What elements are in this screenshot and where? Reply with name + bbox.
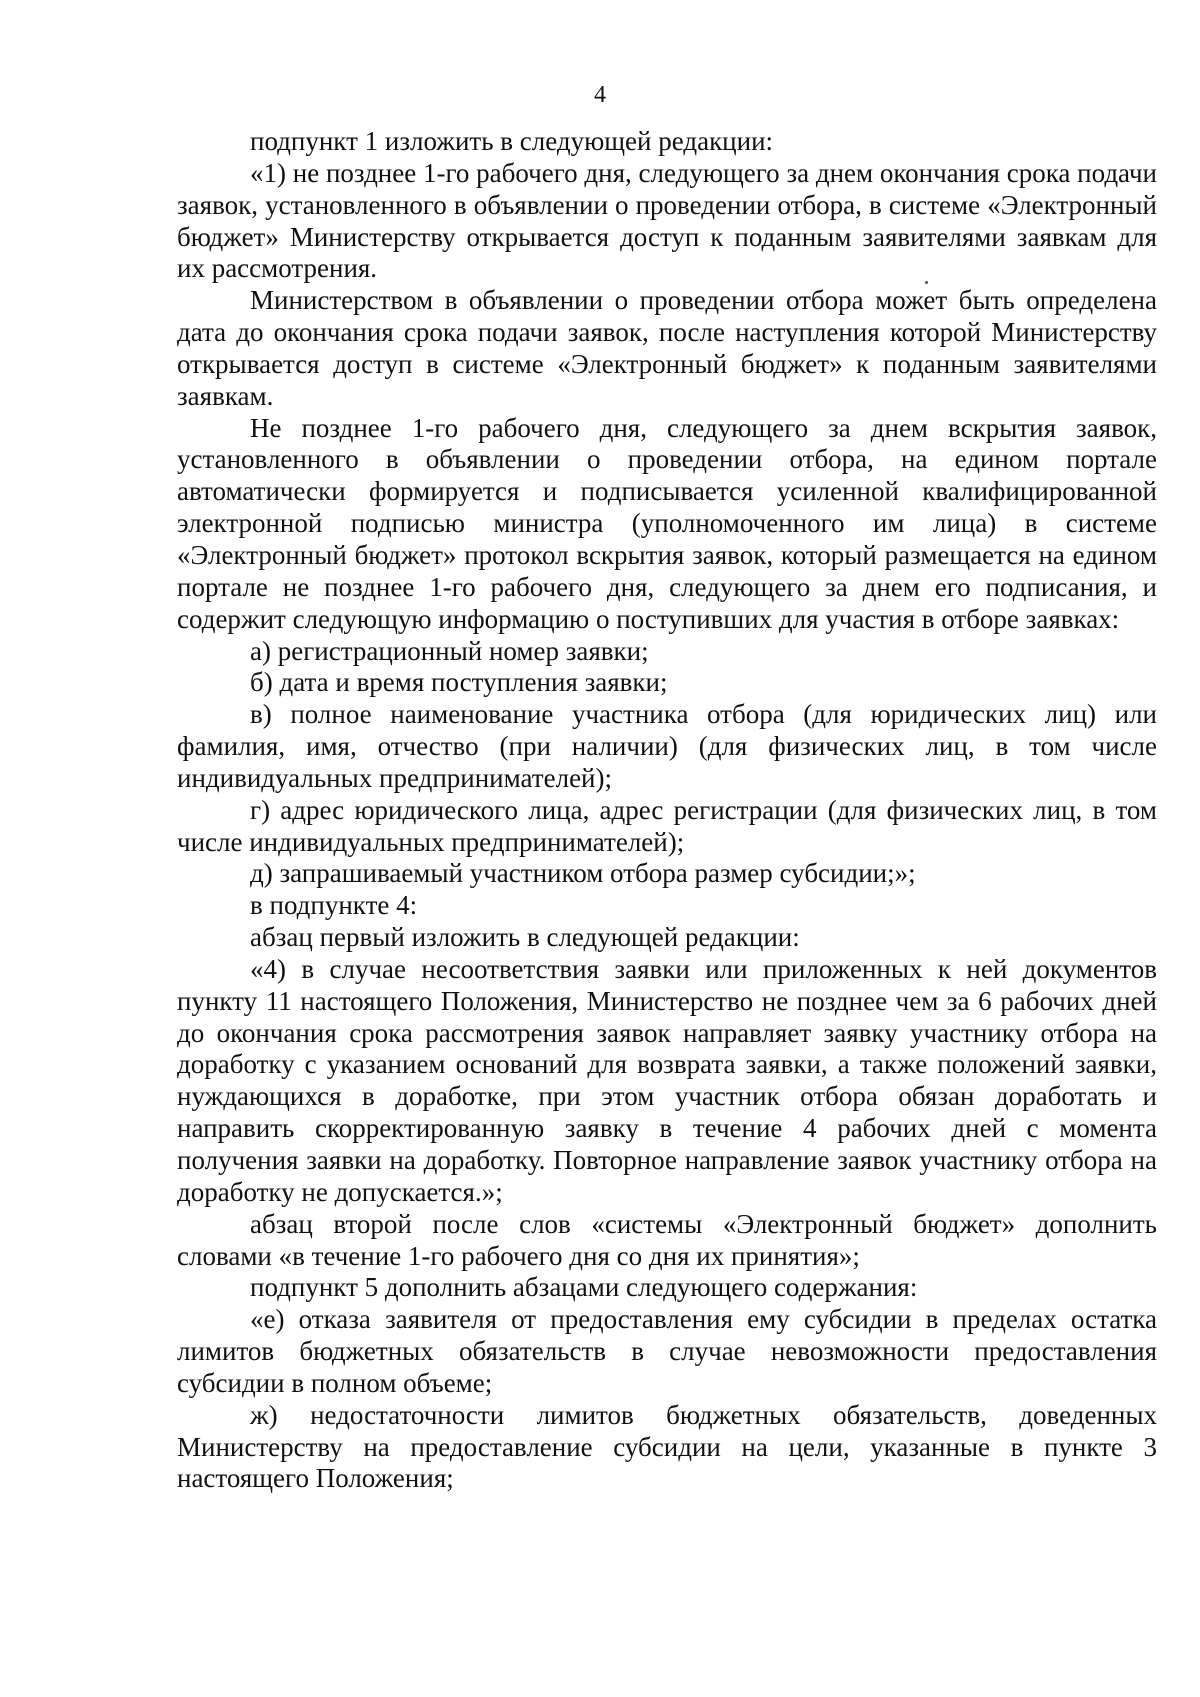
list-item: г) адрес юридического лица, адрес регистрации (для физических лиц, в том числе индивидуальных предпринимателей); [177, 794, 1157, 857]
list-item: «е) отказа заявителя от предоставления ему субсидии в пределах остатка лимитов бюджетных обязательств в случае невозможности предоставления субсидии в полном объеме; [177, 1304, 1157, 1398]
list-item: ж) недостаточности лимитов бюджетных обязательств, доведенных Министерству на предоставление субсидии на цели, указанные в пункте 3 настоящего Положения; [177, 1399, 1157, 1494]
list-item: б) дата и время поступления заявки; [250, 667, 668, 698]
paragraph: подпункт 1 изложить в следующей редакции: [250, 126, 774, 156]
paragraph: абзац второй после слов «системы «Электронный бюджет» дополнить словами «в течение 1-го рабочего дня со дня их принятия»; [177, 1208, 1157, 1271]
paragraph: «4) в случае несоответствия заявки или приложенных к ней документов пункту 11 настоящего Положения, Министерство не позднее чем за 6 рабочих дней до окончания срока рассмотрения заявок направляет заявку участнику отбора на доработку с указанием оснований для возврата заявки, а также положений заявки, нуждающихся в доработке, при этом участник отбора обязан доработать и направить скорректированную заявку в течение 4 рабочих дней с момента получения заявки на доработку. Повторное направление заявок участнику отбора на доработку не допускается.»; [177, 953, 1157, 1207]
list-item: в) полное наименование участника отбора (для юридических лиц) или фамилия, имя, отчество (при наличии) (для физических лиц, в том числе индивидуальных предпринимателей); [177, 699, 1157, 793]
paragraph: абзац первый изложить в следующей редакции: [250, 922, 800, 953]
paragraph: в подпункте 4: [250, 890, 418, 921]
document-body [177, 126, 1157, 1495]
paragraph: Не позднее 1-го рабочего дня, следующего за днем вскрытия заявок, установленного в объявлении о проведении отбора, на едином портале автоматически формируется и подписывается усиленной квалифицированной электронной подписью министра (уполномоченного им лица) в системе «Электронный бюджет» протокол вскрытия заявок, который размещается на едином портале не позднее 1-го рабочего дня, следующего за днем его подписания, и содержит следующую информацию о поступивших для участия в отборе заявках: [177, 412, 1157, 634]
paragraph: Министерством в объявлении о проведении отбора может быть определена дата до окончания срока подачи заявок, после наступления которой Министерству открывается доступ в системе «Электронный бюджет» к поданным заявителями заявкам. [177, 285, 1157, 411]
paragraph: подпункт 5 дополнить абзацами следующего содержания: [250, 1272, 918, 1303]
list-item: а) регистрационный номер заявки; [250, 635, 649, 666]
list-item: д) запрашиваемый участником отбора размер субсидии;»; [250, 858, 916, 889]
page-number: 4 [594, 82, 606, 108]
paragraph: «1) не позднее 1-го рабочего дня, следующего за днем окончания срока подачи заявок, установленного в объявлении о проведении отбора, в системе «Электронный бюджет» Министерству открывается доступ к поданным заявителями заявкам для их рассмотрения. [177, 157, 1157, 284]
